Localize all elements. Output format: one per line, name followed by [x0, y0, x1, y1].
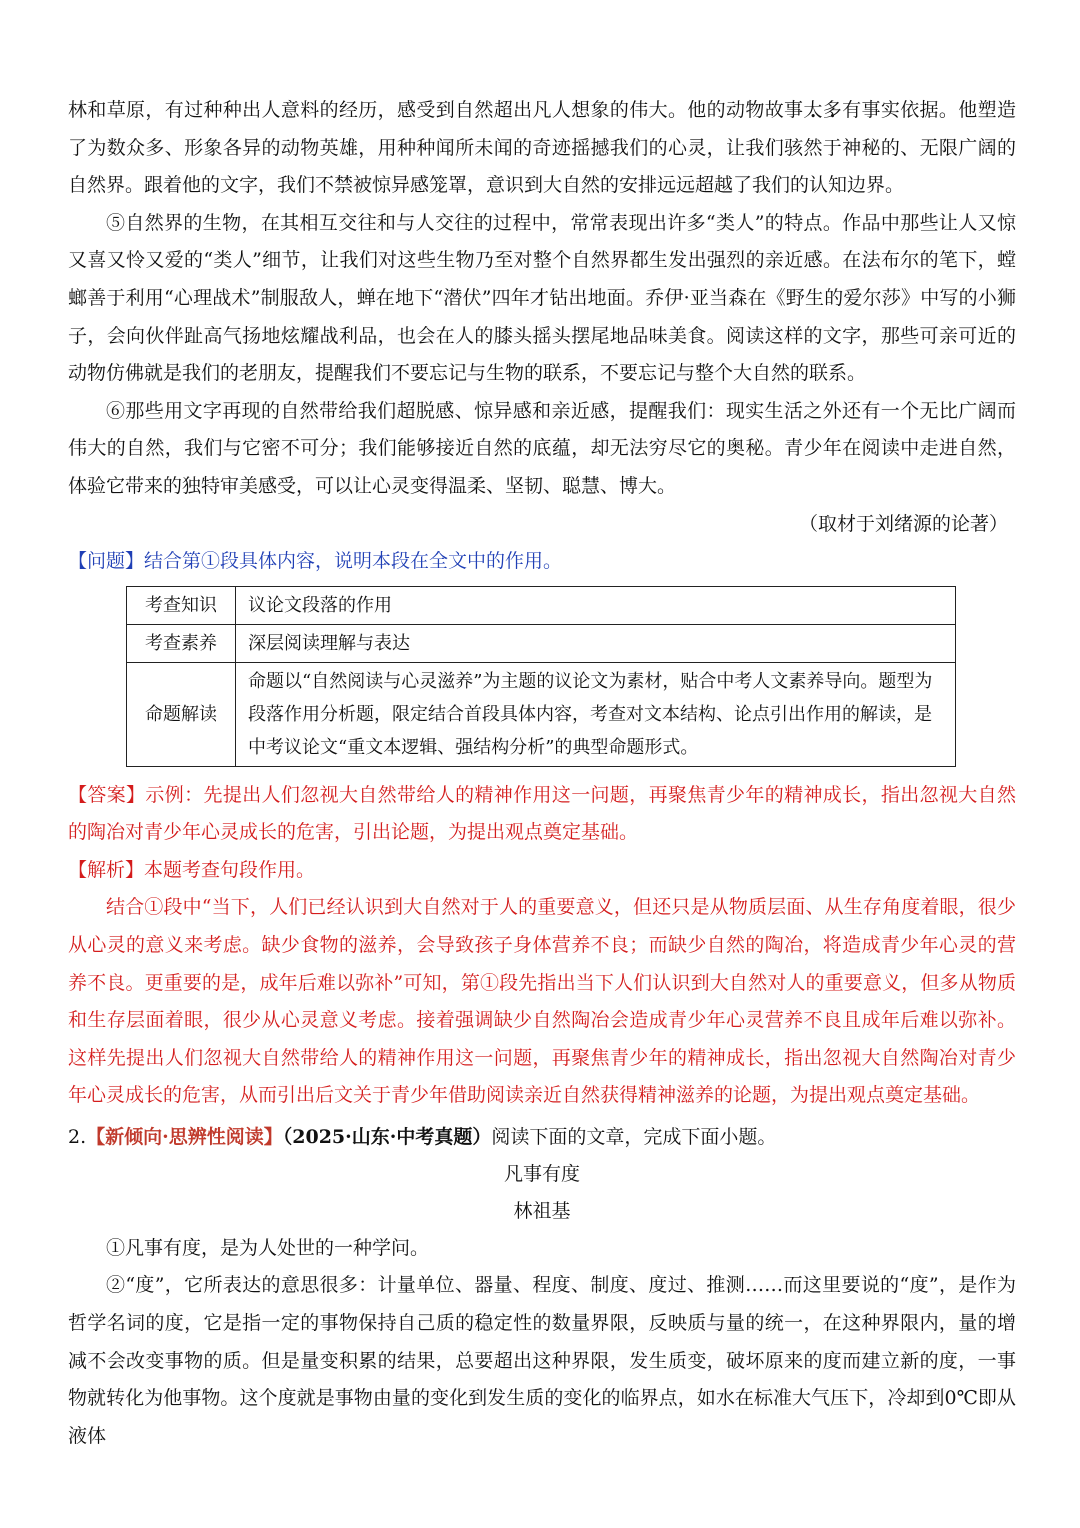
answer-line — [68, 777, 1016, 852]
info-table — [126, 586, 956, 767]
table-row — [127, 662, 956, 766]
question-2-tag: 【新倾向·思辨性阅读】 — [86, 1125, 283, 1148]
table-value: 命题以“自然阅读与心灵滋养”为主题的议论文为素材，贴合中考人文素养导向。题型为段落作用分析题，限定结合首段具体内容，考查对文本结构、论点引出作用的解读，是中考议论文“重文本逻辑、强结构分析”的典型命题形式。 — [236, 662, 956, 766]
analysis-intro: 本题考查句段作用。 — [144, 858, 316, 881]
question-2-number: 2. — [68, 1125, 87, 1148]
analysis-header — [68, 852, 1016, 890]
article-paragraph-1: ①凡事有度，是为人处世的一种学问。 — [106, 1236, 430, 1259]
table-key: 命题解读 — [127, 662, 236, 766]
passage-paragraph-4-continued — [68, 92, 1016, 205]
answer-text: 示例：先提出人们忽视大自然带给人的精神作用这一问题，再聚焦青少年的精神成长，指出忽视大自然的陶冶对青少年心灵成长的危害，引出论题，为提出观点奠定基础。 — [68, 783, 1016, 844]
passage-paragraph-5: ⑤自然界的生物，在其相互交往和与人交往的过程中，常常表现出许多“类人”的特点。作品中那些让人又惊又喜又怜又爱的“类人”细节，让我们对这些生物乃至对整个自然界都生发出强烈的亲近感。在法布尔的笔下，螳螂善于利用“心理战术”制服敌人，蝉在地下“潜伏”四年才钻出地面。乔伊·亚当森在《野生的爱尔莎》中写的小狮子，会向伙伴趾高气扬地炫耀战利品，也会在人的膝头摇头摆尾地品味美食。阅读这样的文字，那些可亲可近的动物仿佛就是我们的老朋友，提醒我们不要忘记与生物的联系，不要忘记与整个大自然的联系。 — [68, 211, 1016, 385]
passage-paragraph-6: ⑥那些用文字再现的自然带给我们超脱感、惊异感和亲近感，提醒我们：现实生活之外还有一个无比广阔而伟大的自然，我们与它密不可分；我们能够接近自然的底蕴，却无法穷尽它的奥秘。青少年在阅读中走进自然，体验它带来的独特审美感受，可以让心灵变得温柔、坚韧、聪慧、博大。 — [68, 399, 1016, 497]
passage-source: （取材于刘绪源的论著） — [798, 512, 1008, 535]
analysis-body: 结合①段中“当下，人们已经认识到大自然对于人的重要意义，但还只是从物质层面、从生存角度着眼，很少从心灵的意义来考虑。缺少食物的滋养，会导致孩子身体营养不良；而缺少自然的陶冶，将造成青少年心灵的营养不良。更重要的是，成年后难以弥补”可知，第①段先指出当下人们认识到大自然对人的重要意义，但多从物质和生存层面着眼，很少从心灵意义考虑。接着强调缺少自然陶冶会造成青少年心灵营养不良且成年后难以弥补。这样先提出人们忽视大自然带给人的精神作用这一问题，再聚焦青少年的精神成长，指出忽视大自然陶冶对青少年心灵成长的危害，从而引出后文关于青少年借助阅读亲近自然获得精神滋养的论题，为提出观点奠定基础。 — [68, 896, 1016, 1107]
table-key: 考查知识 — [127, 586, 236, 624]
document-page — [68, 92, 1016, 1455]
article-title: 凡事有度 — [503, 1162, 580, 1185]
question-label: 【问题】 — [68, 549, 145, 572]
question-2-source: （2025·山东·中考真题） — [282, 1125, 492, 1148]
text-span: 有事实依据。他塑造了为数众多、形象各异的动物英雄，用种种闻所未闻的奇迹摇撼我们的心灵，让我们骇然于神秘的、无限广阔的自然界。跟着他的文字，我们不禁被惊异感笼罩，意识到大自然的安排远远超越了我们的认知边界。 — [68, 99, 1016, 197]
article-paragraph-2: ②“度”，它所表达的意思很多：计量单位、器量、程度、制度、度过、推测……而这里要说的“度”，是作为哲学名词的度，它是指一定的事物保持自己质的稳定性的数量界限，反映质与量的统一，在这种界限内，量的增减不会改变事物的质。但是量变积累的结果，总要超出这种界限，发生质变，破坏原来的度而建立新的度，一事物就转化为他事物。这个度就是事物由量的变化到发生质的变化的临界点，如水在标准大气压下，冷却到0℃即从液体 — [68, 1274, 1016, 1447]
question-2-header — [68, 1119, 1016, 1156]
table-key: 考查素养 — [127, 624, 236, 662]
question-line — [68, 543, 1016, 580]
question-text: 结合第①段具体内容，说明本段在全文中的作用。 — [144, 549, 563, 572]
analysis-label: 【解析】 — [68, 858, 145, 881]
answer-label: 【答案】 — [68, 783, 146, 806]
emphasis-dot-char: 大 — [803, 99, 823, 121]
table-value: 深层阅读理解与表达 — [236, 624, 956, 662]
question-2-instruction: 阅读下面的文章，完成下面小题。 — [491, 1125, 777, 1148]
text-span: 林和草原，有过种种出人意料的经历，感受到自然超出凡人想象的伟大。他的动物故事 — [68, 99, 804, 121]
table-row — [127, 624, 956, 662]
emphasis-dot-char: 多 — [822, 99, 843, 121]
table-row — [127, 586, 956, 624]
article-author: 林祖基 — [513, 1199, 571, 1222]
table-value: 议论文段落的作用 — [236, 586, 956, 624]
